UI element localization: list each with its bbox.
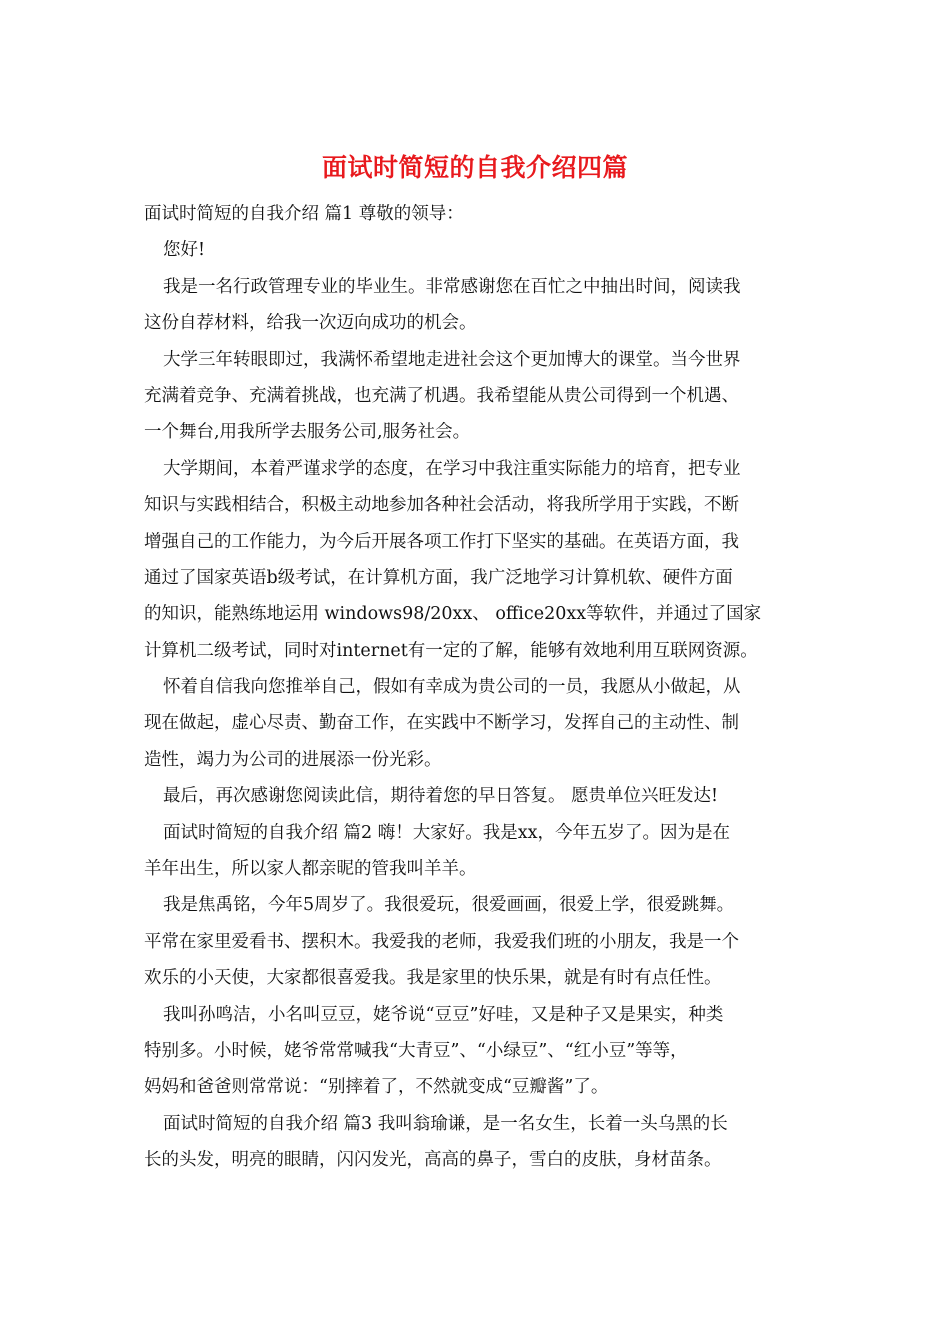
text-line: 知识与实践相结合，积极主动地参加各种社会活动，将我所学用于实践，不断: [144, 495, 739, 516]
text-line: 我叫孙鸣洁，小名叫豆豆，姥爷说“豆豆”好哇，又是种子又是果实，种类: [163, 1004, 724, 1025]
text-line: 特别多。小时候，姥爷常常喊我“大青豆”、“小绿豆”、“红小豆”等等，: [144, 1040, 688, 1061]
text-line-heading-2: 面试时简短的自我介绍 篇2 嗨！大家好。我是xx，今年五岁了。因为是在: [163, 822, 730, 843]
text-line-heading-1: 面试时简短的自我介绍 篇1 尊敬的领导：: [144, 204, 464, 224]
text-line-heading-3: 面试时简短的自我介绍 篇3 我叫翁瑜谦，是一名女生，长着一头乌黑的长: [163, 1113, 728, 1134]
text-line: 这份自荐材料，给我一次迈向成功的机会。: [144, 313, 477, 334]
text-line: 妈妈和爸爸则常常说：“别摔着了，不然就变成“豆瓣酱”了。: [144, 1077, 609, 1098]
text-line: 长的头发，明亮的眼睛，闪闪发光，高高的鼻子，雪白的皮肤，身材苗条。: [144, 1150, 722, 1171]
document-title: 面试时简短的自我介绍四篇: [321, 153, 628, 182]
text-line: 平常在家里爱看书、摆积木。我爱我的老师，我爱我们班的小朋友，我是一个: [144, 931, 739, 952]
text-line: 一个舞台,用我所学去服务公司,服务社会。: [144, 422, 471, 443]
text-line: 大学三年转眼即过，我满怀希望地走进社会这个更加博大的课堂。当今世界: [163, 349, 741, 370]
text-line: 欢乐的小天使，大家都很喜爱我。我是家里的快乐果，就是有时有点任性。: [144, 968, 722, 989]
text-line: 增强自己的工作能力，为今后开展各项工作打下坚实的基础。在英语方面，我: [144, 531, 739, 552]
text-line: 的知识，能熟练地运用 windows98/20xx、 office20xx等软件，并通过了国家: [144, 604, 762, 625]
text-line: 您好!: [163, 240, 206, 261]
text-line: 怀着自信我向您推举自己，假如有幸成为贵公司的一员，我愿从小做起，从: [163, 677, 741, 698]
text-line: 造性，竭力为公司的进展添一份光彩。: [144, 749, 442, 770]
text-line: 大学期间，本着严谨求学的态度，在学习中我注重实际能力的培育，把专业: [163, 458, 741, 479]
text-line: 现在做起，虚心尽责、勤奋工作，在实践中不断学习，发挥自己的主动性、制: [144, 713, 739, 734]
text-line: 最后，再次感谢您阅读此信，期待着您的早日答复。 愿贵单位兴旺发达!: [163, 786, 719, 807]
text-line: 计算机二级考试，同时对internet有一定的了解，能够有效地利用互联网资源。: [144, 640, 758, 661]
text-line: 我是焦禹铭，今年5周岁了。我很爱玩，很爱画画，很爱上学，很爱跳舞。: [163, 895, 735, 916]
text-line: 通过了国家英语b级考试，在计算机方面，我广泛地学习计算机软、硬件方面: [144, 567, 733, 588]
text-line: 我是一名行政管理专业的毕业生。非常感谢您在百忙之中抽出时间，阅读我: [163, 276, 741, 297]
text-line: 充满着竞争、充满着挑战，也充满了机遇。我希望能从贵公司得到一个机遇、: [144, 385, 739, 406]
text-line: 羊年出生，所以家人都亲昵的管我叫羊羊。: [144, 859, 477, 880]
document-body: [144, 196, 824, 1179]
